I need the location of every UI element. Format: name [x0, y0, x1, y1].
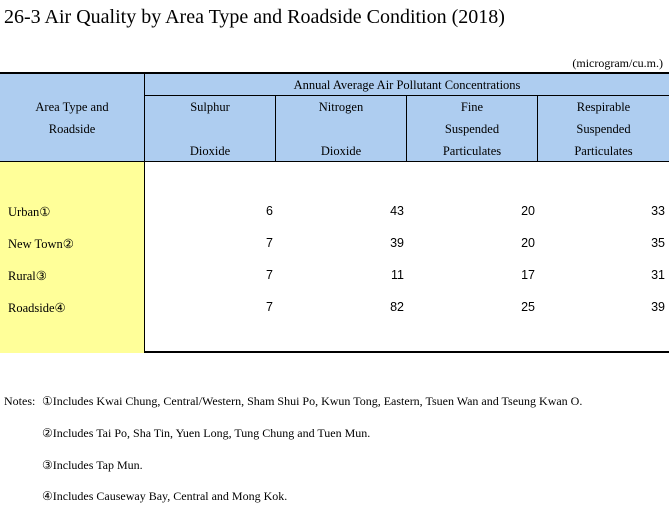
- stub-header-line1: Area Type and: [35, 100, 109, 114]
- note-4: ④Includes Causeway Bay, Central and Mong Kok.: [42, 489, 288, 503]
- cell-rural-so2: 7: [266, 268, 273, 282]
- column-header-fine-suspended-particulates: Fine Suspended Particulates: [407, 96, 538, 162]
- cell-roadside-so2: 7: [266, 300, 273, 314]
- cell-new-town-no2: 39: [390, 236, 404, 250]
- cell-roadside-fsp: 25: [521, 300, 535, 314]
- stub-header-line2: Roadside: [48, 122, 96, 136]
- group-header: Annual Average Air Pollutant Concentrations: [145, 74, 669, 96]
- cell-roadside-no2: 82: [390, 300, 404, 314]
- cell-rural-no2: 11: [391, 268, 404, 282]
- cell-new-town-so2: 7: [266, 236, 273, 250]
- page-title: 26-3 Air Quality by Area Type and Roadside Condition (2018): [4, 6, 505, 28]
- stub-body: [0, 162, 145, 353]
- cell-roadside-rsp: 39: [651, 300, 665, 314]
- row-label-rural: Rural③: [8, 269, 47, 283]
- note-1: ①Includes Kwai Chung, Central/Western, Sham Shui Po, Kwun Tong, Eastern, Tsuen Wan and Tseung Kwan O.: [42, 394, 583, 408]
- cell-urban-so2: 6: [266, 204, 273, 218]
- note-2: ②Includes Tai Po, Sha Tin, Yuen Long, Tung Chung and Tuen Mun.: [42, 426, 371, 440]
- row-label-roadside: Roadside④: [8, 301, 66, 315]
- cell-rural-fsp: 17: [521, 268, 535, 282]
- cell-urban-rsp: 33: [651, 204, 665, 218]
- note-3: ③Includes Tap Mun.: [42, 458, 143, 472]
- cell-new-town-fsp: 20: [521, 236, 535, 250]
- column-header-respirable-suspended-particulates: Respirable Suspended Particulates: [538, 96, 669, 162]
- column-header-sulphur-dioxide: Sulphur Dioxide: [145, 96, 276, 162]
- row-label-urban: Urban①: [8, 205, 51, 219]
- cell-rural-rsp: 31: [651, 268, 665, 282]
- cell-urban-fsp: 20: [521, 204, 535, 218]
- cell-urban-no2: 43: [390, 204, 404, 218]
- stub-header: [0, 74, 145, 162]
- row-label-new-town: New Town②: [8, 237, 74, 251]
- data-table: [0, 72, 669, 353]
- notes-prefix: Notes:: [4, 394, 36, 408]
- column-header-nitrogen-dioxide: Nitrogen Dioxide: [276, 96, 407, 162]
- unit-label: (microgram/cu.m.): [572, 56, 663, 70]
- cell-new-town-rsp: 35: [651, 236, 665, 250]
